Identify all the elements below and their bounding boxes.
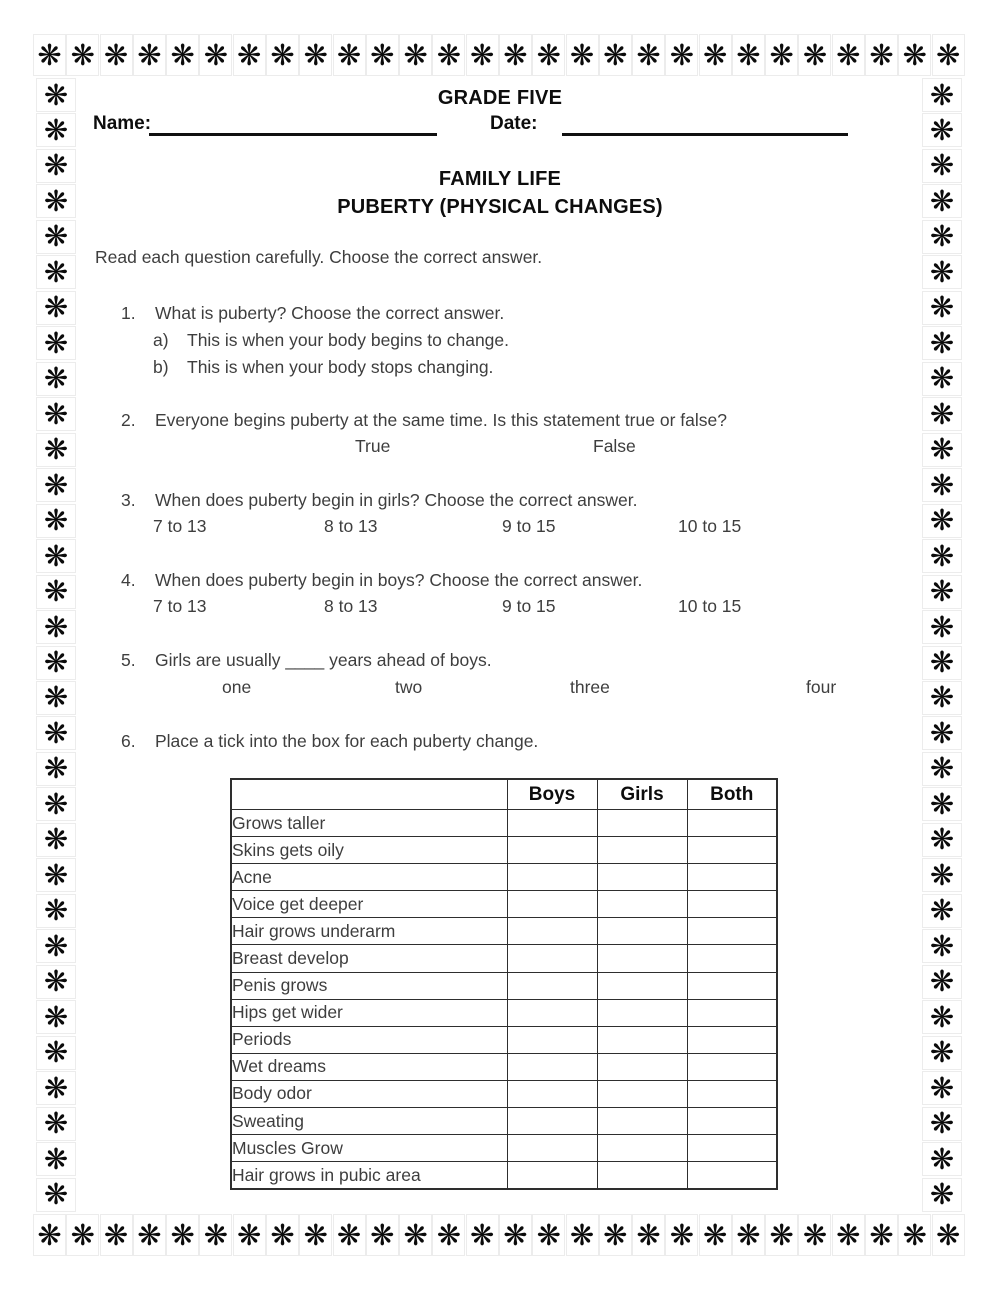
flower-asterisk-icon: ❋ (36, 894, 76, 928)
tick-cell[interactable] (687, 1053, 777, 1080)
flower-asterisk-icon: ❋ (36, 149, 76, 183)
flower-asterisk-icon: ❋ (432, 34, 465, 76)
table-header-row (231, 779, 777, 810)
tick-cell[interactable] (507, 918, 597, 945)
flower-asterisk-icon: ❋ (865, 1214, 898, 1256)
flower-asterisk-icon: ❋ (36, 1107, 76, 1141)
flower-asterisk-icon: ❋ (36, 326, 76, 360)
flower-asterisk-icon: ❋ (36, 823, 76, 857)
tick-cell[interactable] (597, 891, 687, 918)
flower-asterisk-icon: ❋ (36, 1071, 76, 1105)
flower-asterisk-icon: ❋ (922, 823, 962, 857)
tick-cell[interactable] (507, 864, 597, 891)
flower-asterisk-icon: ❋ (36, 468, 76, 502)
flower-asterisk-icon: ❋ (36, 397, 76, 431)
flower-asterisk-icon: ❋ (66, 34, 99, 76)
name-blank-line[interactable] (149, 133, 437, 136)
table-row (231, 1162, 777, 1190)
flower-asterisk-icon: ❋ (36, 575, 76, 609)
flower-asterisk-icon: ❋ (922, 1178, 962, 1212)
flower-asterisk-icon: ❋ (366, 34, 399, 76)
flower-asterisk-icon: ❋ (233, 34, 266, 76)
question-6-number: 6. (121, 731, 136, 751)
question-6-text: Place a tick into the box for each puberty change. (155, 731, 539, 751)
table-row (231, 1135, 777, 1162)
table-row (231, 810, 777, 837)
flower-asterisk-icon: ❋ (266, 1214, 299, 1256)
table-row (231, 1026, 777, 1053)
tick-cell[interactable] (597, 864, 687, 891)
question-4-number: 4. (121, 570, 136, 590)
name-label: Name: (93, 113, 152, 134)
row-label-cell: Muscles Grow (231, 1135, 507, 1162)
flower-asterisk-icon: ❋ (922, 752, 962, 786)
flower-asterisk-icon: ❋ (299, 34, 332, 76)
question-2-text: Everyone begins puberty at the same time. Is this statement true or false? (155, 410, 727, 430)
flower-asterisk-icon: ❋ (366, 1214, 399, 1256)
flower-asterisk-icon: ❋ (166, 34, 199, 76)
table-row (231, 891, 777, 918)
option-a-text: This is when your body begins to change. (187, 330, 509, 350)
tick-cell[interactable] (597, 837, 687, 864)
flower-asterisk-icon: ❋ (36, 291, 76, 325)
flower-asterisk-icon: ❋ (798, 1214, 831, 1256)
flower-asterisk-icon: ❋ (632, 1214, 665, 1256)
tick-cell[interactable] (687, 891, 777, 918)
question-3-text: When does puberty begin in girls? Choose the correct answer. (155, 490, 638, 510)
option-false[interactable]: False (593, 436, 636, 456)
option-7-to-13[interactable]: 7 to 13 (153, 596, 207, 616)
flower-asterisk-icon: ❋ (922, 965, 962, 999)
tick-cell[interactable] (597, 1162, 687, 1190)
flower-asterisk-icon: ❋ (699, 1214, 732, 1256)
flower-asterisk-icon: ❋ (798, 34, 831, 76)
flower-asterisk-icon: ❋ (133, 34, 166, 76)
option-true[interactable]: True (355, 436, 391, 456)
column-header-blank (231, 779, 507, 810)
option-three[interactable]: three (570, 677, 610, 697)
row-label-cell: Voice get deeper (231, 891, 507, 918)
column-header-both: Both (687, 779, 777, 810)
tick-cell[interactable] (687, 972, 777, 999)
flower-asterisk-icon: ❋ (665, 34, 698, 76)
decorative-border-left (36, 78, 76, 1212)
flower-asterisk-icon: ❋ (33, 34, 66, 76)
flower-asterisk-icon: ❋ (932, 34, 965, 76)
flower-asterisk-icon: ❋ (832, 34, 865, 76)
tick-cell[interactable] (687, 1026, 777, 1053)
flower-asterisk-icon: ❋ (922, 113, 962, 147)
flower-asterisk-icon: ❋ (922, 858, 962, 892)
flower-asterisk-icon: ❋ (922, 1107, 962, 1141)
tick-cell[interactable] (507, 1026, 597, 1053)
row-label-cell: Acne (231, 864, 507, 891)
flower-asterisk-icon: ❋ (832, 1214, 865, 1256)
tick-cell[interactable] (687, 837, 777, 864)
tick-cell[interactable] (597, 810, 687, 837)
flower-asterisk-icon: ❋ (36, 433, 76, 467)
flower-asterisk-icon: ❋ (36, 752, 76, 786)
flower-asterisk-icon: ❋ (922, 681, 962, 715)
flower-asterisk-icon: ❋ (36, 113, 76, 147)
flower-asterisk-icon: ❋ (922, 787, 962, 821)
flower-asterisk-icon: ❋ (898, 34, 931, 76)
table-row (231, 999, 777, 1026)
tick-cell[interactable] (507, 810, 597, 837)
flower-asterisk-icon: ❋ (333, 1214, 366, 1256)
tick-cell[interactable] (687, 1080, 777, 1107)
flower-asterisk-icon: ❋ (922, 326, 962, 360)
subject-title: FAMILY LIFE (438, 168, 562, 190)
option-7-to-13[interactable]: 7 to 13 (153, 516, 207, 536)
flower-asterisk-icon: ❋ (36, 362, 76, 396)
tick-cell[interactable] (597, 1108, 687, 1135)
option-9-to-15[interactable]: 9 to 15 (502, 516, 556, 536)
flower-asterisk-icon: ❋ (36, 220, 76, 254)
question-3-number: 3. (121, 490, 136, 510)
row-label-cell: Periods (231, 1026, 507, 1053)
option-four[interactable]: four (806, 677, 837, 697)
column-header-boys: Boys (507, 779, 597, 810)
tick-cell[interactable] (507, 837, 597, 864)
tick-cell[interactable] (687, 999, 777, 1026)
option-8-to-13[interactable]: 8 to 13 (324, 596, 378, 616)
flower-asterisk-icon: ❋ (36, 965, 76, 999)
flower-asterisk-icon: ❋ (922, 610, 962, 644)
flower-asterisk-icon: ❋ (66, 1214, 99, 1256)
option-one[interactable]: one (222, 677, 252, 697)
flower-asterisk-icon: ❋ (922, 149, 962, 183)
flower-asterisk-icon: ❋ (699, 34, 732, 76)
decorative-border-bottom (33, 1214, 965, 1256)
flower-asterisk-icon: ❋ (599, 34, 632, 76)
flower-asterisk-icon: ❋ (133, 1214, 166, 1256)
row-label-cell: Sweating (231, 1108, 507, 1135)
option-a-label: a) (153, 330, 169, 350)
row-label-cell: Breast develop (231, 945, 507, 972)
puberty-changes-table-wrap (230, 778, 778, 1190)
tick-cell[interactable] (507, 1080, 597, 1107)
date-blank-line[interactable] (562, 133, 848, 136)
flower-asterisk-icon: ❋ (922, 539, 962, 573)
row-label-cell: Penis grows (231, 972, 507, 999)
tick-cell[interactable] (597, 1026, 687, 1053)
tick-cell[interactable] (687, 864, 777, 891)
flower-asterisk-icon: ❋ (922, 1071, 962, 1105)
flower-asterisk-icon: ❋ (100, 1214, 133, 1256)
flower-asterisk-icon: ❋ (36, 610, 76, 644)
tick-cell[interactable] (507, 891, 597, 918)
row-label-cell: Hair grows in pubic area (231, 1162, 507, 1190)
tick-cell[interactable] (507, 1135, 597, 1162)
flower-asterisk-icon: ❋ (922, 894, 962, 928)
row-label-cell: Wet dreams (231, 1053, 507, 1080)
flower-asterisk-icon: ❋ (266, 34, 299, 76)
flower-asterisk-icon: ❋ (166, 1214, 199, 1256)
flower-asterisk-icon: ❋ (466, 34, 499, 76)
tick-cell[interactable] (507, 1108, 597, 1135)
flower-asterisk-icon: ❋ (922, 716, 962, 750)
flower-asterisk-icon: ❋ (665, 1214, 698, 1256)
flower-asterisk-icon: ❋ (36, 255, 76, 289)
tick-cell[interactable] (507, 945, 597, 972)
flower-asterisk-icon: ❋ (922, 291, 962, 325)
tick-cell[interactable] (687, 810, 777, 837)
grade-title: GRADE FIVE (437, 87, 563, 109)
tick-cell[interactable] (507, 972, 597, 999)
flower-asterisk-icon: ❋ (36, 1000, 76, 1034)
flower-asterisk-icon: ❋ (922, 78, 962, 112)
flower-asterisk-icon: ❋ (466, 1214, 499, 1256)
flower-asterisk-icon: ❋ (932, 1214, 965, 1256)
decorative-border-right (922, 78, 962, 1212)
flower-asterisk-icon: ❋ (922, 646, 962, 680)
tick-cell[interactable] (597, 972, 687, 999)
tick-cell[interactable] (597, 999, 687, 1026)
flower-asterisk-icon: ❋ (922, 1000, 962, 1034)
flower-asterisk-icon: ❋ (36, 1178, 76, 1212)
flower-asterisk-icon: ❋ (299, 1214, 332, 1256)
tick-cell[interactable] (507, 999, 597, 1026)
tick-cell[interactable] (597, 945, 687, 972)
flower-asterisk-icon: ❋ (399, 1214, 432, 1256)
option-10-to-15[interactable]: 10 to 15 (678, 596, 742, 616)
tick-cell[interactable] (687, 945, 777, 972)
row-label-cell: Skins gets oily (231, 837, 507, 864)
table-row (231, 1053, 777, 1080)
flower-asterisk-icon: ❋ (333, 34, 366, 76)
flower-asterisk-icon: ❋ (865, 34, 898, 76)
flower-asterisk-icon: ❋ (898, 1214, 931, 1256)
flower-asterisk-icon: ❋ (922, 468, 962, 502)
flower-asterisk-icon: ❋ (922, 504, 962, 538)
flower-asterisk-icon: ❋ (399, 34, 432, 76)
option-9-to-15[interactable]: 9 to 15 (502, 596, 556, 616)
flower-asterisk-icon: ❋ (36, 929, 76, 963)
flower-asterisk-icon: ❋ (499, 34, 532, 76)
table-row (231, 1080, 777, 1107)
row-label-cell: Hair grows underarm (231, 918, 507, 945)
flower-asterisk-icon: ❋ (922, 184, 962, 218)
flower-asterisk-icon: ❋ (33, 1214, 66, 1256)
column-header-girls: Girls (597, 779, 687, 810)
tick-cell[interactable] (597, 1135, 687, 1162)
flower-asterisk-icon: ❋ (599, 1214, 632, 1256)
flower-asterisk-icon: ❋ (922, 433, 962, 467)
flower-asterisk-icon: ❋ (532, 1214, 565, 1256)
flower-asterisk-icon: ❋ (922, 929, 962, 963)
question-2-number: 2. (121, 410, 136, 430)
name-date-row (0, 113, 1000, 141)
flower-asterisk-icon: ❋ (922, 255, 962, 289)
topic-title: PUBERTY (PHYSICAL CHANGES) (337, 196, 663, 218)
option-8-to-13[interactable]: 8 to 13 (324, 516, 378, 536)
decorative-border-top (33, 34, 965, 76)
flower-asterisk-icon: ❋ (566, 34, 599, 76)
flower-asterisk-icon: ❋ (233, 1214, 266, 1256)
row-label-cell: Grows taller (231, 810, 507, 837)
row-label-cell: Hips get wider (231, 999, 507, 1026)
flower-asterisk-icon: ❋ (765, 1214, 798, 1256)
table-row (231, 945, 777, 972)
table-row (231, 918, 777, 945)
flower-asterisk-icon: ❋ (199, 1214, 232, 1256)
flower-asterisk-icon: ❋ (922, 397, 962, 431)
tick-cell[interactable] (597, 918, 687, 945)
tick-cell[interactable] (687, 1162, 777, 1190)
flower-asterisk-icon: ❋ (36, 504, 76, 538)
table-row (231, 864, 777, 891)
flower-asterisk-icon: ❋ (922, 220, 962, 254)
flower-asterisk-icon: ❋ (499, 1214, 532, 1256)
flower-asterisk-icon: ❋ (632, 34, 665, 76)
flower-asterisk-icon: ❋ (532, 34, 565, 76)
flower-asterisk-icon: ❋ (36, 184, 76, 218)
flower-asterisk-icon: ❋ (36, 1142, 76, 1176)
instructions-text: Read each question carefully. Choose the correct answer. (95, 247, 543, 267)
option-two[interactable]: two (395, 677, 423, 697)
tick-cell[interactable] (597, 1053, 687, 1080)
question-1-text: What is puberty? Choose the correct answer. (155, 303, 505, 323)
flower-asterisk-icon: ❋ (36, 787, 76, 821)
flower-asterisk-icon: ❋ (36, 646, 76, 680)
question-4-text: When does puberty begin in boys? Choose the correct answer. (155, 570, 643, 590)
date-label: Date: (490, 113, 538, 134)
puberty-changes-table (230, 778, 778, 1190)
flower-asterisk-icon: ❋ (432, 1214, 465, 1256)
flower-asterisk-icon: ❋ (566, 1214, 599, 1256)
table-row (231, 1108, 777, 1135)
flower-asterisk-icon: ❋ (36, 681, 76, 715)
flower-asterisk-icon: ❋ (36, 716, 76, 750)
flower-asterisk-icon: ❋ (36, 858, 76, 892)
option-b-text: This is when your body stops changing. (187, 357, 494, 377)
flower-asterisk-icon: ❋ (922, 1142, 962, 1176)
tick-cell[interactable] (687, 1108, 777, 1135)
flower-asterisk-icon: ❋ (732, 34, 765, 76)
table-row (231, 837, 777, 864)
option-b-label: b) (153, 357, 169, 377)
question-5-text: Girls are usually ____ years ahead of boys. (155, 650, 492, 670)
option-10-to-15[interactable]: 10 to 15 (678, 516, 742, 536)
flower-asterisk-icon: ❋ (199, 34, 232, 76)
table-row (231, 972, 777, 999)
flower-asterisk-icon: ❋ (922, 575, 962, 609)
row-label-cell: Body odor (231, 1080, 507, 1107)
tick-cell[interactable] (507, 1162, 597, 1190)
flower-asterisk-icon: ❋ (765, 34, 798, 76)
tick-cell[interactable] (507, 1053, 597, 1080)
flower-asterisk-icon: ❋ (732, 1214, 765, 1256)
flower-asterisk-icon: ❋ (100, 34, 133, 76)
flower-asterisk-icon: ❋ (36, 78, 76, 112)
question-5-number: 5. (121, 650, 136, 670)
tick-cell[interactable] (597, 1080, 687, 1107)
tick-cell[interactable] (687, 1135, 777, 1162)
question-1-number: 1. (121, 303, 136, 323)
flower-asterisk-icon: ❋ (922, 1036, 962, 1070)
flower-asterisk-icon: ❋ (36, 1036, 76, 1070)
flower-asterisk-icon: ❋ (36, 539, 76, 573)
tick-cell[interactable] (687, 918, 777, 945)
flower-asterisk-icon: ❋ (922, 362, 962, 396)
